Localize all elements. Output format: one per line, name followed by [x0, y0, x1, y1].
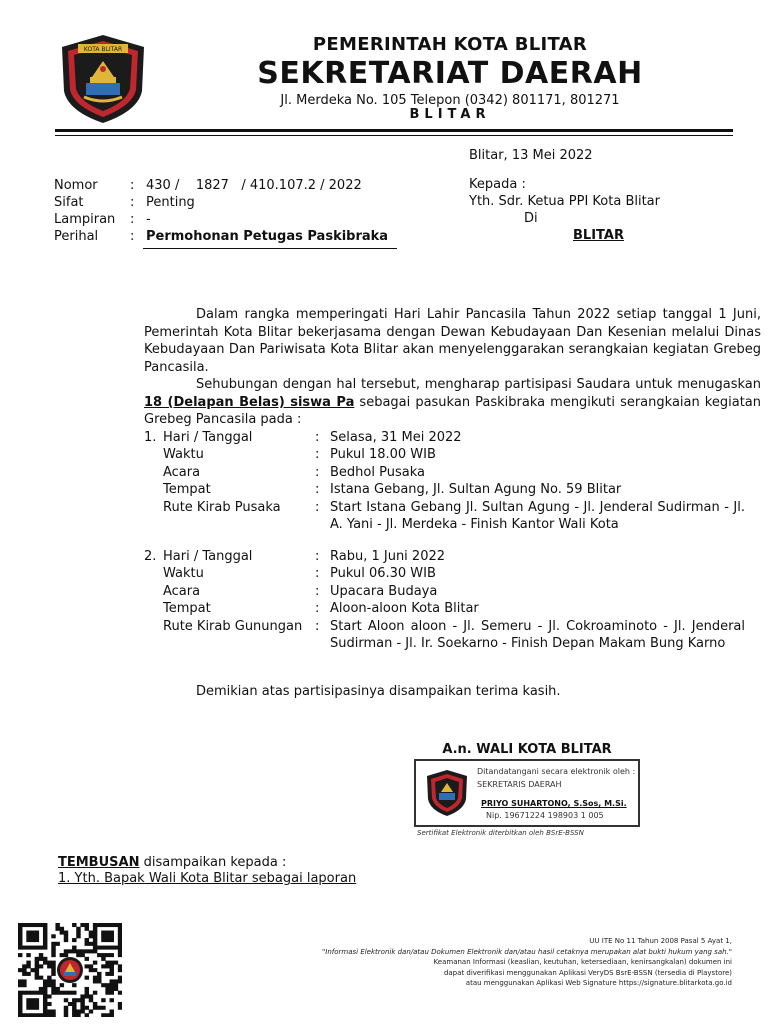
meta-colon: :: [130, 212, 135, 227]
recipient-di: Di: [524, 211, 538, 226]
schedule-colon: :: [315, 482, 320, 498]
schedule-key: Acara: [163, 583, 201, 599]
letterhead-office: SEKRETARIAT DAERAH: [257, 56, 643, 91]
closing-sentence: Demikian atas partisipasinya disampaikan terima kasih.: [196, 684, 561, 699]
meta-label: Nomor: [54, 178, 98, 193]
p2-start: Sehubungan dengan hal tersebut, mengharap partisipasi Saudara untuk menugaskan: [196, 377, 761, 392]
meta-label: Perihal: [54, 229, 99, 244]
letter-date: Blitar, 13 Mei 2022: [469, 148, 593, 163]
letterhead-government: PEMERINTAH KOTA BLITAR: [312, 34, 588, 55]
signed-note: Ditandatangani secara elektronik oleh :: [477, 767, 636, 776]
schedule-value: Istana Gebang, Jl. Sultan Agung No. 59 Blitar: [330, 482, 622, 498]
schedule-number: 1.: [144, 430, 157, 445]
footer-verify: dapat diverifikasi menggunakan Aplikasi VeryDS BsrE-BSSN (tersedia di Playstore): [443, 968, 732, 977]
meta-value: 430 / 1827 / 410.107.2 / 2022: [146, 178, 362, 193]
schedule-colon: :: [315, 447, 320, 463]
tembusan-heading: [58, 855, 286, 870]
schedule-value: Aloon-aloon Kota Blitar: [330, 601, 479, 617]
schedule-colon: :: [315, 499, 320, 515]
e-signature-box: [414, 759, 640, 827]
letterhead-rule-thin: [55, 135, 733, 136]
recipient-kepada: Kepada :: [469, 177, 526, 192]
p2-end: sebagai pasukan Paskibraka mengikuti serangkaian kegiatan Grebeg Pancasila pada :: [144, 394, 761, 428]
p2-highlight: 18 (Delapan Belas) siswa Pa: [144, 394, 355, 410]
schedule-row: [144, 499, 764, 534]
signer-position: SEKRETARIS DAERAH: [477, 780, 562, 789]
certificate-note: Sertifikat Elektronik diterbitkan oleh BSrE-BSSN: [417, 829, 584, 837]
meta-label: Lampiran: [54, 212, 116, 227]
schedule-value: Start Aloon aloon - Jl. Semeru - Jl. Cokroaminoto - Jl. Jenderal Sudirman - Jl. Ir. Soekarno - Finish Depan Makam Bung Karno: [330, 618, 745, 651]
meta-colon: :: [130, 178, 135, 193]
tembusan-rest: disampaikan kepada :: [139, 855, 287, 870]
signature-emblem-icon: [425, 769, 469, 817]
schedule-colon: :: [315, 583, 320, 599]
recipient-place: BLITAR: [573, 228, 624, 243]
letterhead-address: Jl. Merdeka No. 105 Telepon (0342) 801171, 801271: [280, 93, 620, 108]
paragraph-text: Dalam rangka memperingati Hari Lahir Pancasila Tahun 2022 setiap tanggal 1 Juni, Pemerintah Kota Blitar bekerjasama dengan Dewan Kebudayaan Dan Kesenian melalui Dinas Kebudayaan Dan Pariwisata Kota Blitar akan menyelenggarakan serangkaian kegiatan Grebeg Pancasila.: [144, 307, 761, 375]
schedule-value: Rabu, 1 Juni 2022: [330, 549, 446, 564]
legal-footer: [252, 936, 732, 989]
tembusan-title: TEMBUSAN: [58, 855, 140, 870]
schedule-colon: :: [315, 601, 320, 617]
schedule-value: Pukul 06.30 WIB: [330, 566, 436, 582]
schedule-row: [144, 548, 764, 565]
signer-name: PRIYO SUHARTONO, S.Sos, M.Si.: [481, 799, 627, 808]
schedule-row: [144, 464, 764, 481]
schedule-value: Upacara Budaya: [330, 583, 438, 599]
schedule-key: Acara: [163, 464, 201, 480]
schedule-key: Tempat: [163, 482, 211, 498]
emblem-label: KOTA BLITAR: [83, 46, 123, 53]
body-paragraph-2: [144, 376, 761, 429]
schedule-row: [144, 600, 764, 617]
schedule-key: Rute Kirab Pusaka: [163, 499, 281, 515]
schedule-key: Tempat: [163, 601, 211, 617]
meta-colon: :: [130, 229, 135, 244]
schedule-key: Hari / Tanggal: [163, 430, 253, 445]
schedule-block-1: [144, 429, 764, 534]
schedule-row: [144, 446, 764, 463]
tembusan-item: 1. Yth. Bapak Wali Kota Blitar sebagai laporan: [58, 871, 357, 886]
qr-code: [18, 923, 122, 1017]
meta-value: Penting: [146, 195, 195, 210]
schedule-number: 2.: [144, 549, 157, 564]
schedule-row: [144, 618, 764, 670]
signer-nip: Nip. 19671224 198903 1 005: [486, 811, 604, 820]
schedule-row: [144, 481, 764, 498]
subject-underline: [143, 248, 397, 249]
letterhead-city: BLITAR: [409, 107, 491, 122]
schedule-key: Waktu: [163, 566, 204, 582]
schedule-value: Pukul 18.00 WIB: [330, 447, 436, 463]
schedule-value: Selasa, 31 Mei 2022: [330, 430, 462, 445]
footer-quote: "Informasi Elektronik dan/atau Dokumen Elektronik dan/atau hasil cetaknya merupakan alat bukti hukum yang sah.": [322, 947, 732, 956]
schedule-row: [144, 583, 764, 600]
meta-label: Sifat: [54, 195, 84, 210]
schedule-colon: :: [315, 430, 320, 445]
footer-web: atau menggunakan Aplikasi Web Signature https://signature.blitarkota.go.id: [465, 979, 732, 987]
recipient-name: Yth. Sdr. Ketua PPI Kota Blitar: [469, 194, 660, 209]
schedule-key: Rute Kirab Gunungan: [163, 618, 303, 634]
letterhead-rule-thick: [55, 129, 733, 132]
meta-colon: :: [130, 195, 135, 210]
schedule-key: Waktu: [163, 447, 204, 463]
paragraph-text: [144, 376, 761, 429]
body-paragraph-1: [144, 306, 761, 376]
city-emblem: [58, 33, 148, 125]
schedule-value: Start Istana Gebang Jl. Sultan Agung - Jl. Jenderal Sudirman - Jl. A. Yani - Jl. Merdeka - Finish Kantor Wali Kota: [330, 499, 745, 532]
meta-value-subject: Permohonan Petugas Paskibraka: [146, 229, 389, 244]
schedule-block-2: [144, 548, 764, 670]
signature-on-behalf: A.n. WALI KOTA BLITAR: [442, 742, 612, 757]
schedule-colon: :: [315, 618, 320, 634]
schedule-key: Hari / Tanggal: [163, 549, 253, 564]
schedule-row: [144, 429, 764, 446]
schedule-value: Bedhol Pusaka: [330, 464, 425, 480]
schedule-colon: :: [315, 549, 320, 564]
footer-law: UU ITE No 11 Tahun 2008 Pasal 5 Ayat 1,: [589, 937, 732, 945]
schedule-row: [144, 565, 764, 582]
meta-value: -: [146, 212, 151, 227]
schedule-colon: :: [315, 566, 320, 582]
schedule-colon: :: [315, 464, 320, 480]
footer-security: Keamanan Informasi (keaslian, keutuhan, ketersediaan, kenirsangkalan) dokumen ini: [433, 958, 732, 966]
qr-center-emblem: [57, 957, 83, 983]
